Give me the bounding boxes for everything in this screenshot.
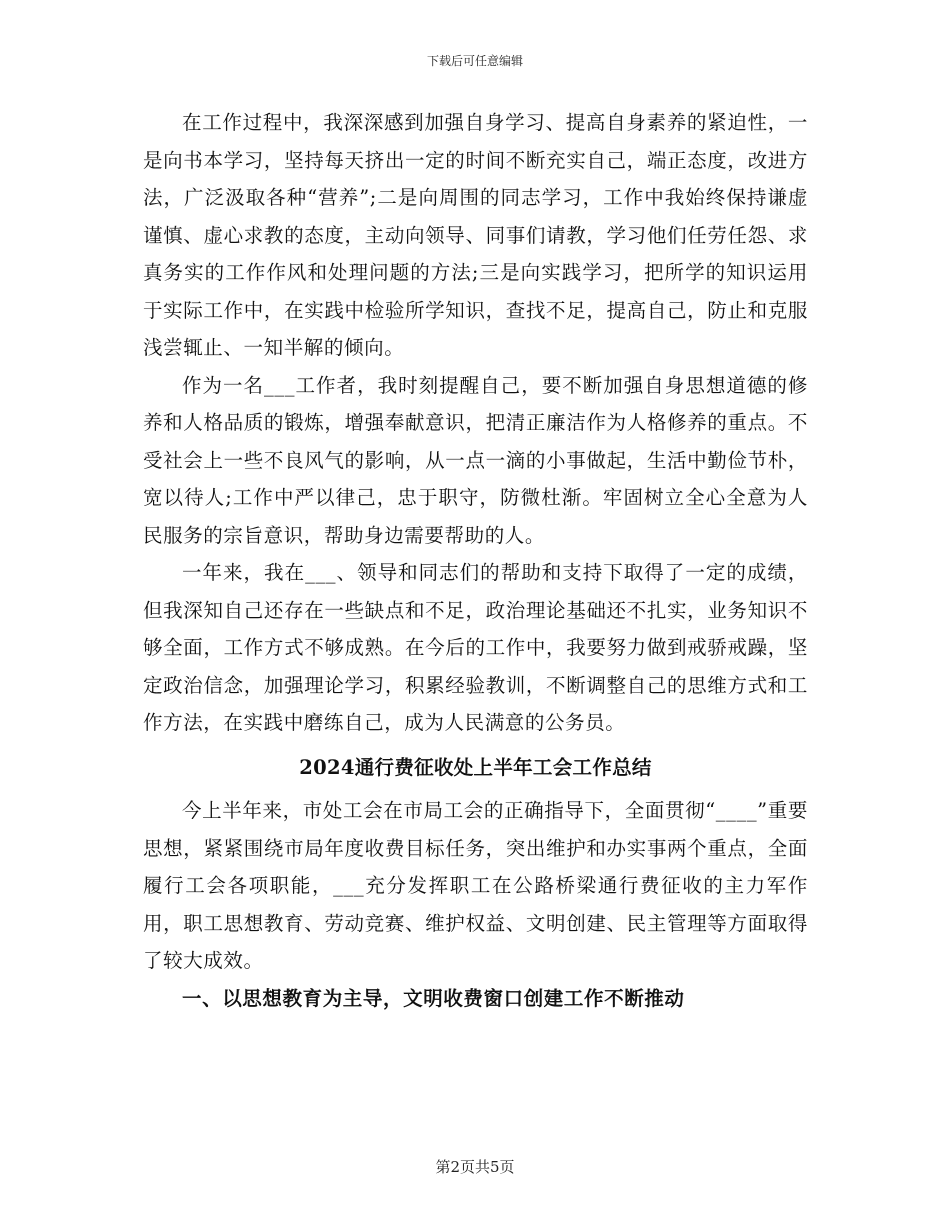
header-note: 下载后可任意编辑 [426, 54, 523, 68]
paragraph-union-work-intro: 今上半年来，市处工会在市局工会的正确指导下，全面贯彻“____”重要思想，紧紧围绕市局年度收费目标任务，突出维护和办实事两个重点，全面履行工会各项职能，___充分发挥职工在公路桥梁通行费征收的主力军作用，职工思想教育、劳动竞赛、维护权益、文明创建、民主管理等方面取得了较大成效。 [143, 799, 808, 972]
document-body [143, 104, 808, 1017]
page-number: 第2页共5页 [435, 1158, 515, 1176]
section-title: 2024通行费征收处上半年工会工作总结 [299, 755, 652, 779]
paragraph-year-summary: 一年来，我在___、领导和同志们的帮助和支持下取得了一定的成绩，但我深知自己还存在一些缺点和不足，政治理论基础还不扎实，业务知识不够全面，工作方式不够成熟。在今后的工作中，我要努力做到戒骄戒躁，坚定政治信念，加强理论学习，积累经验教训，不断调整自己的思维方式和工作方法，在实践中磨练自己，成为人民满意的公务员。 [143, 561, 808, 734]
paragraph-moral-cultivation: 作为一名___工作者，我时刻提醒自己，要不断加强自身思想道德的修养和人格品质的锻炼，增强奉献意识，把清正廉洁作为人格修养的重点。不受社会上一些不良风气的影响，从一点一滴的小事做起，生活中勤俭节朴，宽以待人;工作中严以律己，忠于职守，防微杜渐。牢固树立全心全意为人民服务的宗旨意识，帮助身边需要帮助的人。 [143, 373, 808, 547]
paragraph-self-study: 在工作过程中，我深深感到加强自身学习、提高自身素养的紧迫性，一是向书本学习，坚持每天挤出一定的时间不断充实自己，端正态度，改进方法，广泛汲取各种“营养”;二是向周围的同志学习，工作中我始终保持谦虚谨慎、虚心求教的态度，主动向领导、同事们请教，学习他们任劳任怨、求真务实的工作作风和处理问题的方法;三是向实践学习，把所学的知识运用于实际工作中，在实践中检验所学知识，查找不足，提高自己，防止和克服浅尝辄止、一知半解的倾向。 [143, 111, 808, 359]
subheading-ideological-education: 一、以思想教育为主导，文明收费窗口创建工作不断推动 [182, 986, 685, 1010]
